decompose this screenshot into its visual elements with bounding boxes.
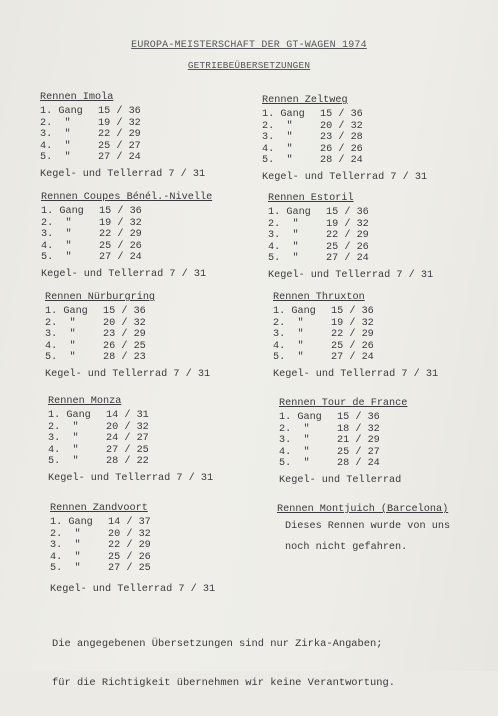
gear-label: 1. Gang <box>262 109 305 121</box>
gear-ratio: 28 / 22 <box>106 455 149 467</box>
gear-ratio: 28 / 24 <box>337 457 380 469</box>
race-title: Rennen Thruxton <box>273 292 365 303</box>
gear-ratio: 19 / 32 <box>331 317 374 329</box>
gear-row-5 <box>279 458 407 469</box>
gear-label: 2. " <box>262 120 293 132</box>
gear-label: 1. Gang <box>279 412 322 424</box>
gear-ratio: 24 / 27 <box>106 433 149 445</box>
gear-row-1 <box>268 207 433 218</box>
race-block-tour-de-france <box>279 398 407 487</box>
gear-label: 3. " <box>273 329 304 341</box>
gear-ratio: 21 / 29 <box>337 435 380 447</box>
gear-row-1 <box>45 306 210 317</box>
gear-row-2 <box>50 529 215 540</box>
race-block-nurburgring <box>45 292 210 381</box>
gear-row-4 <box>262 144 427 155</box>
gear-ratio: 22 / 29 <box>326 230 369 242</box>
gear-label: 3. " <box>40 129 71 141</box>
gear-row-3 <box>273 329 438 340</box>
axle-ratio: Kegel- und Tellerrad 7 / 31 <box>262 172 428 184</box>
gear-ratio: 25 / 26 <box>331 340 374 352</box>
gear-label: 1. Gang <box>268 207 311 219</box>
race-block-thruxton <box>273 292 438 381</box>
gear-ratio: 26 / 25 <box>103 340 146 352</box>
gear-label: 1. Gang <box>41 206 84 218</box>
gear-label: 2. " <box>50 528 81 540</box>
gear-ratio: 15 / 36 <box>337 412 380 424</box>
gear-label: 4. " <box>41 240 72 252</box>
gear-row-5 <box>41 252 212 263</box>
gear-label: 2. " <box>45 317 76 329</box>
axle-ratio: Kegel- und Tellerrad 7 / 31 <box>50 584 216 596</box>
gear-label: 1. Gang <box>50 517 93 529</box>
gear-ratio: 27 / 24 <box>326 252 369 264</box>
gear-label: 4. " <box>40 140 71 152</box>
gear-label: 4. " <box>262 143 293 155</box>
gear-row-3 <box>40 129 205 140</box>
disclaimer-line-2: für die Richtigkeit übernehmen wir keine Verantwortung. <box>52 677 395 689</box>
gear-ratio: 15 / 36 <box>320 109 363 121</box>
gear-row-5 <box>268 253 433 264</box>
gear-row-2 <box>268 219 433 230</box>
gear-label: 3. " <box>48 433 79 445</box>
gear-ratio: 27 / 25 <box>106 444 149 456</box>
document-title: EUROPA-MEISTERSCHAFT DER GT-WAGEN 1974 <box>131 40 367 51</box>
axle-ratio: Kegel- und Tellerrad 7 / 31 <box>273 369 439 381</box>
gear-label: 2. " <box>279 423 310 435</box>
gear-row-2 <box>273 318 438 329</box>
axle-ratio: Kegel- und Tellerrad 7 / 31 <box>45 369 211 381</box>
gear-ratio: 22 / 29 <box>98 129 141 141</box>
race-title: Rennen Imola <box>40 92 114 103</box>
gear-ratio: 26 / 26 <box>320 143 363 155</box>
gear-label: 3. " <box>41 229 72 241</box>
gear-ratio: 20 / 32 <box>103 317 146 329</box>
gear-ratio: 15 / 36 <box>98 106 141 118</box>
gear-ratio: 19 / 32 <box>98 117 141 129</box>
gear-ratio: 28 / 23 <box>103 351 146 363</box>
axle-ratio: Kegel- und Tellerrad 7 / 31 <box>41 269 207 281</box>
gear-row-5 <box>48 456 213 467</box>
gear-label: 2. " <box>41 217 72 229</box>
gear-ratio: 27 / 24 <box>331 351 374 363</box>
gear-label: 4. " <box>50 551 81 563</box>
gear-label: 3. " <box>262 132 293 144</box>
gear-ratio: 28 / 24 <box>320 154 363 166</box>
gear-ratio: 25 / 26 <box>326 241 369 253</box>
gear-row-5 <box>40 152 205 163</box>
gear-row-2 <box>45 318 210 329</box>
race-note-line-1: Dieses Rennen wurde von uns <box>285 521 451 533</box>
race-title: Rennen Nürburgring <box>45 292 156 303</box>
gear-row-3 <box>48 433 213 444</box>
gear-label: 5. " <box>40 151 71 163</box>
gear-ratio: 27 / 24 <box>98 151 141 163</box>
gear-row-2 <box>262 121 427 132</box>
gear-ratio: 19 / 32 <box>326 218 369 230</box>
gear-label: 4. " <box>48 444 79 456</box>
gear-row-3 <box>262 132 427 143</box>
gear-row-2 <box>48 422 213 433</box>
gear-row-5 <box>45 352 210 363</box>
gear-row-4 <box>45 341 210 352</box>
gear-label: 5. " <box>262 154 293 166</box>
gear-ratio: 15 / 36 <box>99 206 142 218</box>
gear-label: 1. Gang <box>48 410 91 422</box>
axle-ratio: Kegel- und Tellerrad 7 / 31 <box>268 270 434 282</box>
gear-label: 1. Gang <box>40 106 83 118</box>
gear-row-2 <box>41 218 212 229</box>
race-title: Rennen Zandvoort <box>50 503 148 514</box>
gear-ratio: 19 / 32 <box>99 217 142 229</box>
gear-ratio: 18 / 32 <box>337 423 380 435</box>
axle-ratio: Kegel- und Tellerrad <box>279 475 402 487</box>
gear-label: 4. " <box>268 241 299 253</box>
race-title: Rennen Coupes Bénél.-Nivelle <box>41 192 213 203</box>
gear-ratio: 15 / 36 <box>103 306 146 318</box>
gear-label: 4. " <box>45 340 76 352</box>
document-subtitle: GETRIEBEÜBERSETZUNGEN <box>187 60 311 71</box>
race-block-zandvoort <box>50 503 215 596</box>
gear-row-4 <box>50 552 215 563</box>
gear-row-4 <box>273 341 438 352</box>
disclaimer-line-1: Die angegebenen Übersetzungen sind nur Zirka-Angaben; <box>52 638 383 650</box>
disclaimer <box>52 612 395 716</box>
gear-row-1 <box>273 306 438 317</box>
gear-row-1 <box>48 410 213 421</box>
gear-ratio: 14 / 37 <box>108 517 151 529</box>
gear-ratio: 27 / 24 <box>99 251 142 263</box>
gear-ratio: 20 / 32 <box>108 528 151 540</box>
gear-ratio: 22 / 29 <box>108 540 151 552</box>
race-title: Rennen Montjuich (Barcelona) <box>277 504 449 515</box>
race-block-zeltweg <box>262 95 427 184</box>
gear-label: 4. " <box>279 446 310 458</box>
gear-row-1 <box>279 412 407 423</box>
gear-label: 2. " <box>40 117 71 129</box>
gear-label: 3. " <box>279 435 310 447</box>
gear-ratio: 22 / 29 <box>331 329 374 341</box>
gear-ratio: 20 / 32 <box>106 421 149 433</box>
gear-row-1 <box>50 517 215 528</box>
gear-row-1 <box>262 109 427 120</box>
gear-row-3 <box>279 435 407 446</box>
gear-row-3 <box>268 230 433 241</box>
race-block-imola <box>40 92 205 181</box>
gear-label: 3. " <box>50 540 81 552</box>
gear-ratio: 15 / 36 <box>331 306 374 318</box>
gear-row-4 <box>279 447 407 458</box>
gear-label: 5. " <box>50 562 81 574</box>
gear-row-3 <box>41 229 212 240</box>
gear-row-2 <box>279 424 407 435</box>
gear-row-5 <box>262 155 427 166</box>
gear-row-1 <box>40 106 205 117</box>
gear-ratio: 25 / 27 <box>98 140 141 152</box>
race-block-estoril <box>268 193 433 282</box>
race-note-line-2: noch nicht gefahren. <box>285 542 408 554</box>
gear-row-4 <box>268 242 433 253</box>
gear-ratio: 25 / 26 <box>108 551 151 563</box>
gear-row-4 <box>40 141 205 152</box>
gear-label: 1. Gang <box>45 306 88 318</box>
gear-label: 2. " <box>273 317 304 329</box>
axle-ratio: Kegel- und Tellerrad 7 / 31 <box>40 169 206 181</box>
gear-ratio: 27 / 25 <box>108 562 151 574</box>
gear-label: 5. " <box>45 351 76 363</box>
gear-label: 3. " <box>45 329 76 341</box>
race-block-nivelle <box>41 192 212 281</box>
gear-ratio: 25 / 26 <box>99 240 142 252</box>
race-title: Rennen Estoril <box>268 193 354 204</box>
gear-ratio: 23 / 29 <box>103 329 146 341</box>
gear-row-3 <box>45 329 210 340</box>
race-block-monza <box>48 396 213 485</box>
gear-ratio: 23 / 28 <box>320 132 363 144</box>
gear-ratio: 22 / 29 <box>99 229 142 241</box>
gear-row-4 <box>48 445 213 456</box>
gear-label: 5. " <box>273 351 304 363</box>
gear-row-1 <box>41 206 212 217</box>
race-block-montjuich <box>277 504 450 556</box>
race-title: Rennen Zeltweg <box>262 95 348 106</box>
gear-label: 5. " <box>279 457 310 469</box>
race-title: Rennen Monza <box>48 396 122 407</box>
race-title: Rennen Tour de France <box>279 398 408 409</box>
gear-label: 5. " <box>41 251 72 263</box>
gear-row-5 <box>273 352 438 363</box>
gear-ratio: 15 / 36 <box>326 207 369 219</box>
gear-ratio: 20 / 32 <box>320 120 363 132</box>
axle-ratio: Kegel- und Tellerrad 7 / 31 <box>48 473 214 485</box>
gear-row-5 <box>50 563 215 574</box>
gear-label: 5. " <box>268 252 299 264</box>
gear-label: 4. " <box>273 340 304 352</box>
gear-ratio: 25 / 27 <box>337 446 380 458</box>
gear-label: 1. Gang <box>273 306 316 318</box>
gear-row-2 <box>40 118 205 129</box>
gear-label: 5. " <box>48 455 79 467</box>
gear-row-4 <box>41 241 212 252</box>
gear-label: 2. " <box>48 421 79 433</box>
gear-row-3 <box>50 540 215 551</box>
gear-label: 3. " <box>268 230 299 242</box>
gear-label: 2. " <box>268 218 299 230</box>
gear-ratio: 14 / 31 <box>106 410 149 422</box>
